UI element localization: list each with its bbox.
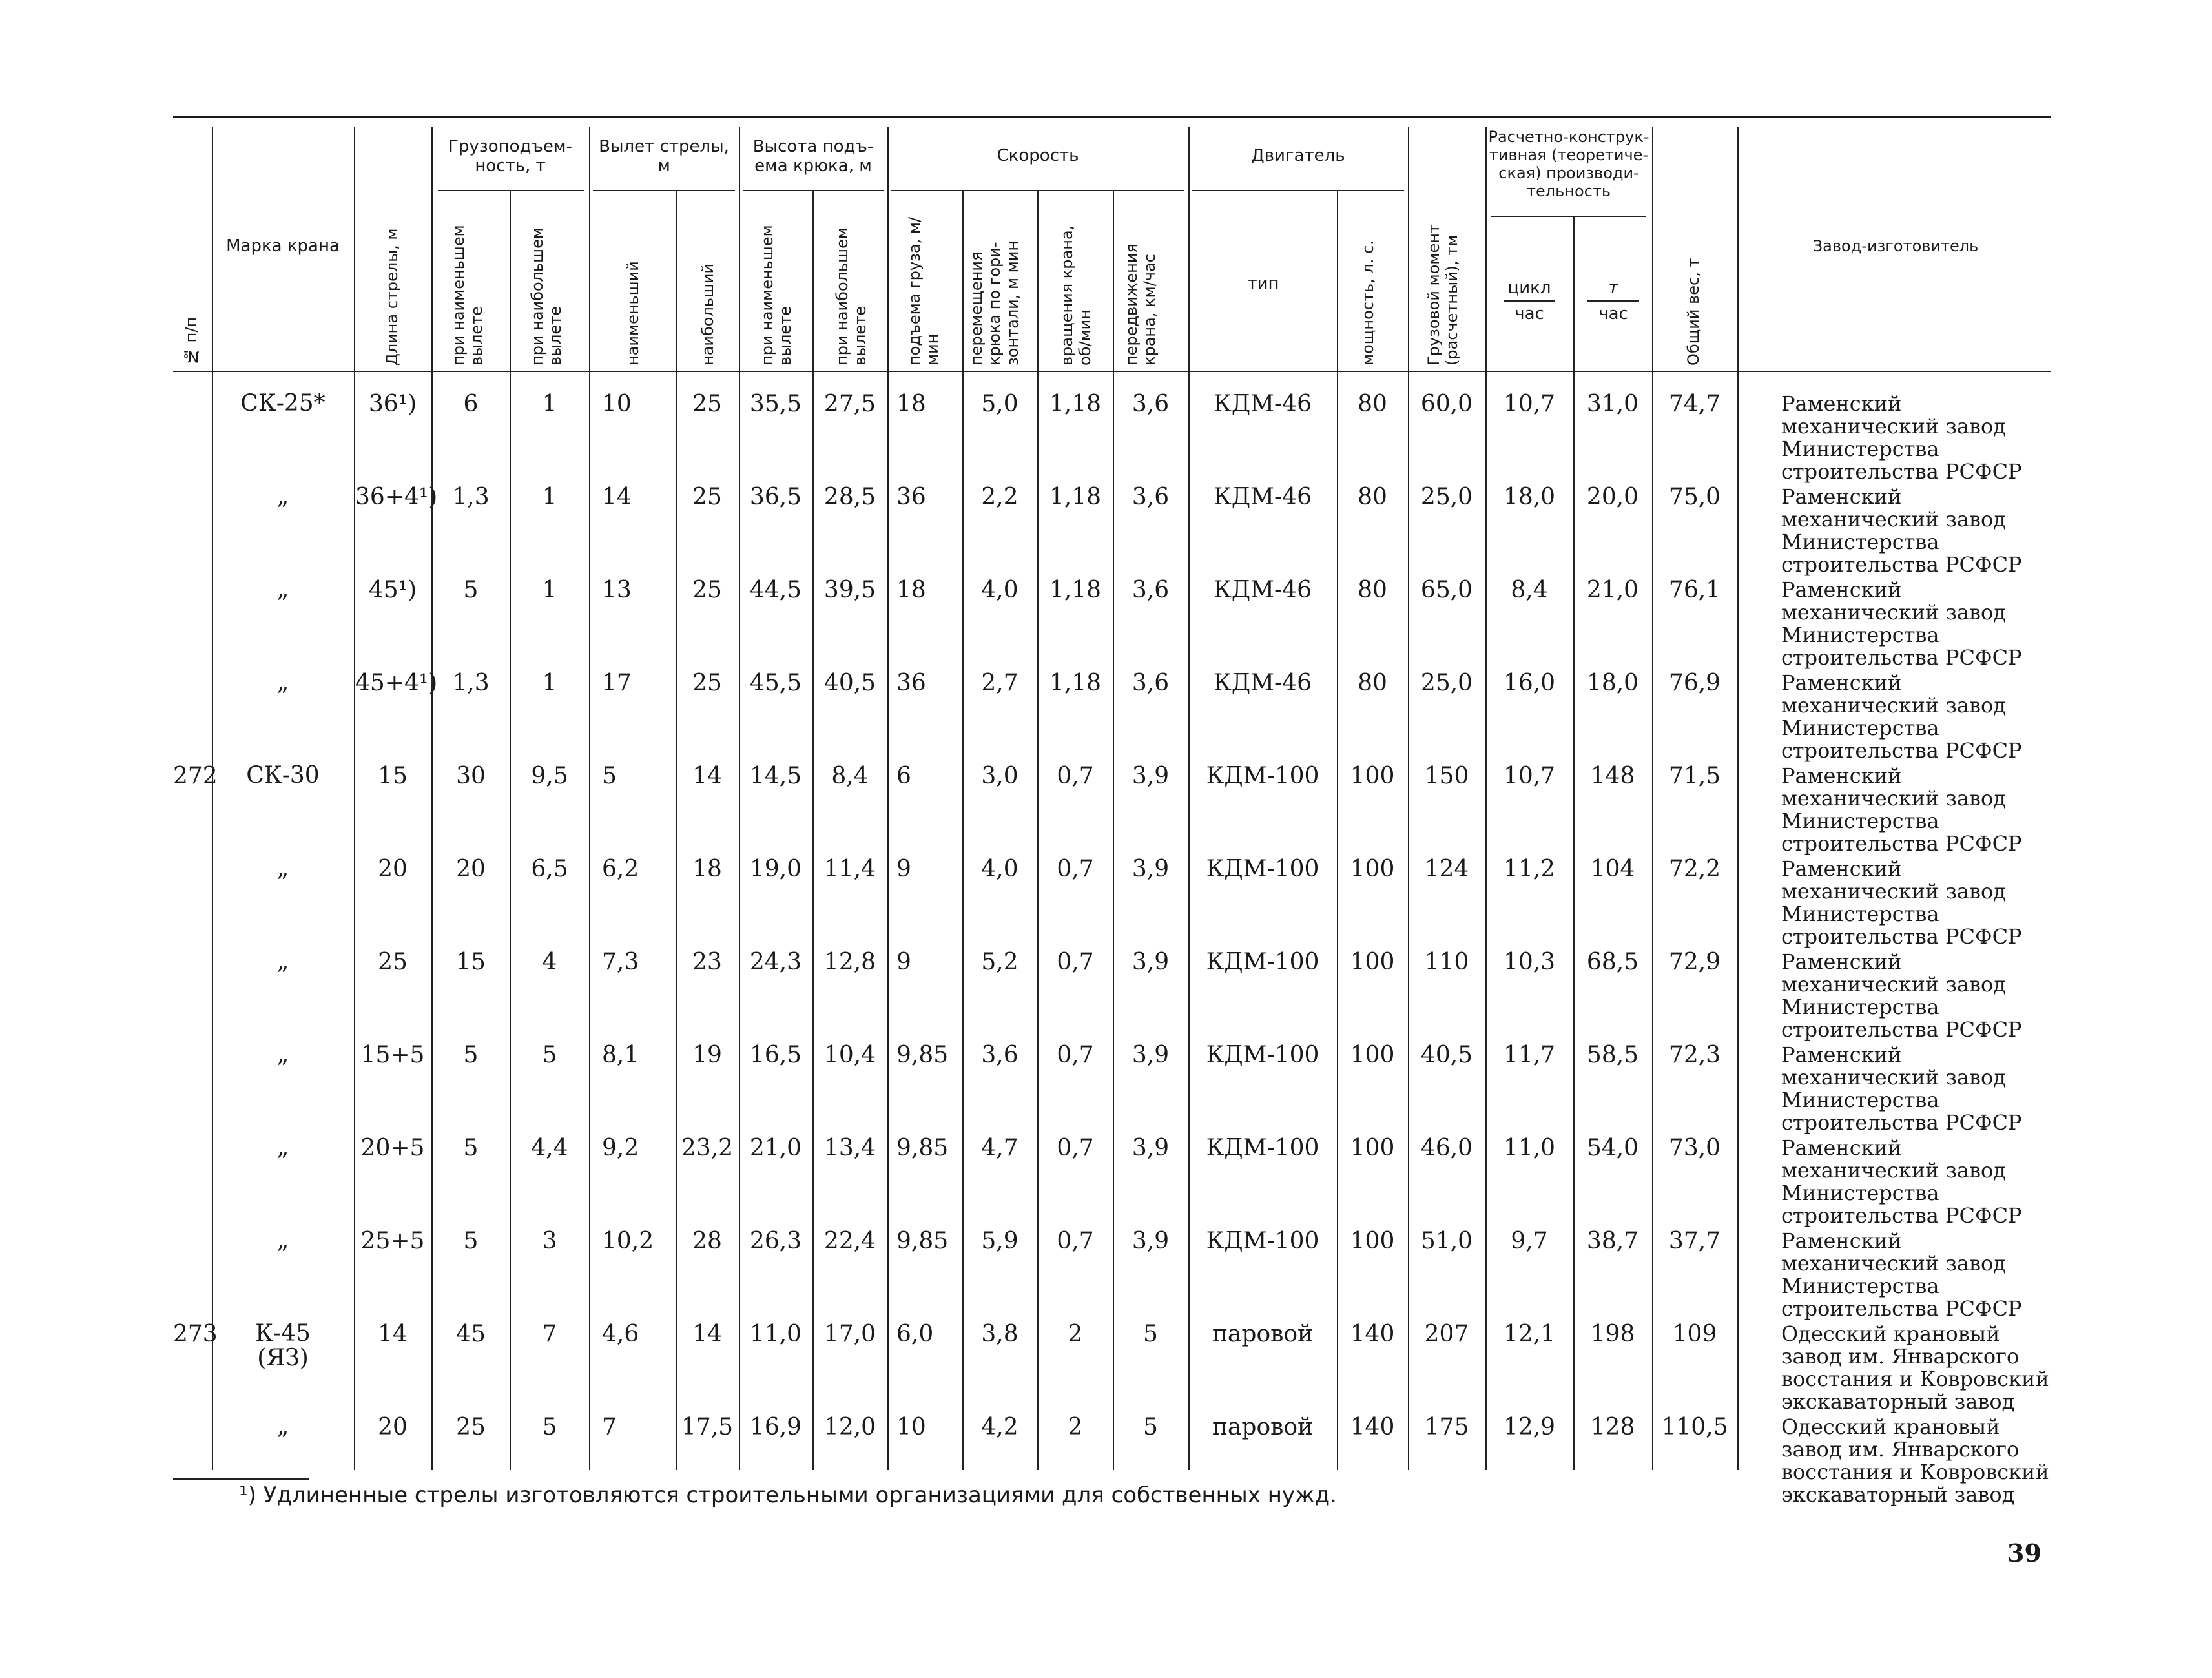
cell-epow: 100 bbox=[1350, 1135, 1395, 1161]
cell-etype: КДМ-46 bbox=[1214, 670, 1312, 696]
cell-epow: 140 bbox=[1350, 1321, 1395, 1347]
cell-cyc: 11,2 bbox=[1503, 856, 1556, 882]
cell-shor: 3,8 bbox=[981, 1321, 1018, 1347]
cell-etype: КДМ-100 bbox=[1206, 1042, 1319, 1068]
cell-brand: „ bbox=[276, 1134, 289, 1161]
cell-rmin: 5 bbox=[602, 763, 617, 789]
cell-etype: КДМ-100 bbox=[1206, 1135, 1319, 1161]
cell-num: 272 bbox=[173, 763, 218, 789]
cell-weight: 109 bbox=[1672, 1321, 1717, 1347]
cell-rmin: 9,2 bbox=[602, 1135, 639, 1161]
cell-rmax: 25 bbox=[692, 577, 722, 603]
cell-etype: паровой bbox=[1212, 1414, 1314, 1440]
cell-manufacturer: Раменский механический завод Министерства строительства РСФСР bbox=[1781, 763, 2022, 856]
cell-cyc: 12,9 bbox=[1503, 1414, 1556, 1440]
cell-rmin: 14 bbox=[602, 484, 632, 510]
cell-boom: 36+4¹) bbox=[355, 484, 438, 510]
cell-srot: 1,18 bbox=[1049, 484, 1102, 510]
header-hook-max: при наибольшем вылете bbox=[833, 227, 869, 366]
cell-rmin: 10,2 bbox=[602, 1228, 654, 1254]
cell-cmin: 30 bbox=[456, 763, 486, 789]
cell-brand: „ bbox=[276, 576, 289, 603]
cell-hmin: 21,0 bbox=[749, 1135, 802, 1161]
cell-strv: 3,9 bbox=[1132, 949, 1170, 975]
cell-manufacturer: Одесский крановый завод им. Январского восстания и Ковровский экскаваторный завод bbox=[1781, 1321, 2049, 1414]
cell-boom: 14 bbox=[378, 1321, 408, 1347]
cell-cmax: 1 bbox=[542, 391, 557, 417]
cell-boom: 15+5 bbox=[360, 1042, 425, 1068]
header-speed-lift: подъема груза, м/мин bbox=[905, 216, 942, 366]
cell-manufacturer: Раменский механический завод Министерства строительства РСФСР bbox=[1781, 484, 2022, 577]
cell-shor: 2,7 bbox=[981, 670, 1018, 696]
header-boom-length: Длина стрелы, м bbox=[383, 228, 401, 366]
cell-strv: 3,9 bbox=[1132, 1228, 1170, 1254]
cell-manufacturer: Раменский механический завод Министерства строительства РСФСР bbox=[1781, 1228, 2022, 1321]
cell-slift: 9,85 bbox=[896, 1228, 949, 1254]
cell-cmax: 9,5 bbox=[531, 763, 568, 789]
col-line bbox=[1737, 127, 1739, 1470]
cell-hmin: 26,3 bbox=[749, 1228, 802, 1254]
cell-strv: 3,6 bbox=[1132, 670, 1170, 696]
cell-slift: 36 bbox=[896, 670, 926, 696]
cell-rmin: 8,1 bbox=[602, 1042, 639, 1068]
cell-moment: 60,0 bbox=[1420, 391, 1473, 417]
cell-moment: 46,0 bbox=[1420, 1135, 1473, 1161]
cell-cmin: 1,3 bbox=[452, 670, 490, 696]
cell-cyc: 11,0 bbox=[1503, 1135, 1556, 1161]
cell-strv: 3,9 bbox=[1132, 763, 1170, 789]
col-line bbox=[1113, 191, 1114, 1470]
cell-tph: 38,7 bbox=[1586, 1228, 1639, 1254]
cell-etype: КДМ-100 bbox=[1206, 856, 1319, 882]
cell-manufacturer: Раменский механический завод Министерства строительства РСФСР bbox=[1781, 391, 2022, 484]
cell-cyc: 12,1 bbox=[1503, 1321, 1556, 1347]
header-tons-den: час bbox=[1598, 304, 1628, 324]
col-line bbox=[887, 127, 889, 1470]
cell-cyc: 10,7 bbox=[1503, 391, 1556, 417]
cell-shor: 5,2 bbox=[981, 949, 1018, 975]
cell-shor: 5,9 bbox=[981, 1228, 1018, 1254]
cell-brand: „ bbox=[276, 1413, 289, 1440]
header-engine: Двигатель bbox=[1251, 146, 1345, 165]
cell-etype: КДМ-46 bbox=[1214, 484, 1312, 510]
cell-hmin: 16,9 bbox=[749, 1414, 802, 1440]
cell-tph: 58,5 bbox=[1586, 1042, 1639, 1068]
col-line bbox=[212, 127, 213, 1470]
cell-strv: 3,9 bbox=[1132, 1135, 1170, 1161]
header-tons-per-hour bbox=[1587, 278, 1639, 324]
cell-shor: 3,0 bbox=[981, 763, 1018, 789]
header-manufacturer: Завод-изготовитель bbox=[1812, 237, 1979, 255]
cell-slift: 36 bbox=[896, 484, 926, 510]
cell-epow: 100 bbox=[1350, 949, 1395, 975]
cell-slift: 18 bbox=[896, 577, 926, 603]
cell-etype: КДМ-100 bbox=[1206, 949, 1319, 975]
cell-rmax: 25 bbox=[692, 391, 722, 417]
cell-cmax: 5 bbox=[542, 1042, 557, 1068]
col-line bbox=[962, 191, 964, 1470]
cell-shor: 4,0 bbox=[981, 856, 1018, 882]
cell-brand: „ bbox=[276, 1227, 289, 1254]
cell-cmin: 1,3 bbox=[452, 484, 490, 510]
col-line bbox=[431, 127, 433, 1470]
cell-cyc: 10,7 bbox=[1503, 763, 1556, 789]
cell-moment: 51,0 bbox=[1420, 1228, 1473, 1254]
cell-brand: К-45 (ЯЗ) bbox=[255, 1320, 311, 1371]
cell-tph: 20,0 bbox=[1586, 484, 1639, 510]
cell-hmax: 8,4 bbox=[831, 763, 869, 789]
header-brand: Марка крана bbox=[226, 236, 340, 256]
cell-moment: 124 bbox=[1424, 856, 1469, 882]
col-line bbox=[676, 191, 677, 1470]
cell-hmin: 14,5 bbox=[749, 763, 802, 789]
header-speed: Скорость bbox=[997, 146, 1079, 165]
header-capacity-min: при наименьшем вылете bbox=[450, 225, 486, 366]
cell-weight: 37,7 bbox=[1668, 1228, 1721, 1254]
cell-boom: 25 bbox=[378, 949, 408, 975]
cell-hmax: 40,5 bbox=[823, 670, 876, 696]
col-line bbox=[1652, 127, 1653, 1470]
col-line bbox=[1188, 127, 1190, 1470]
cell-brand: „ bbox=[276, 948, 289, 975]
cell-epow: 100 bbox=[1350, 1042, 1395, 1068]
cell-cmin: 45 bbox=[456, 1321, 486, 1347]
cell-cmin: 15 bbox=[456, 949, 486, 975]
cell-slift: 6,0 bbox=[896, 1321, 934, 1347]
cell-cmax: 7 bbox=[542, 1321, 557, 1347]
header-total-weight: Общий вес, т bbox=[1684, 258, 1702, 366]
cell-tph: 148 bbox=[1590, 763, 1635, 789]
header-subline bbox=[891, 190, 1184, 191]
cell-hmin: 24,3 bbox=[749, 949, 802, 975]
cell-srot: 0,7 bbox=[1057, 1228, 1094, 1254]
cell-manufacturer: Раменский механический завод Министерства строительства РСФСР bbox=[1781, 949, 2022, 1042]
cell-rmin: 4,6 bbox=[602, 1321, 639, 1347]
cell-boom: 20+5 bbox=[360, 1135, 425, 1161]
cell-moment: 207 bbox=[1424, 1321, 1469, 1347]
cell-moment: 25,0 bbox=[1420, 670, 1473, 696]
cell-cmax: 1 bbox=[542, 577, 557, 603]
cell-tph: 128 bbox=[1590, 1414, 1635, 1440]
cell-rmin: 6,2 bbox=[602, 856, 639, 882]
cell-tph: 198 bbox=[1590, 1321, 1635, 1347]
header-subline bbox=[593, 190, 735, 191]
header-engine-power: мощность, л. с. bbox=[1359, 240, 1377, 366]
cell-epow: 140 bbox=[1350, 1414, 1395, 1440]
table-top-rule bbox=[173, 116, 2051, 118]
cell-srot: 0,7 bbox=[1057, 1135, 1094, 1161]
cell-shor: 5,0 bbox=[981, 391, 1018, 417]
cell-weight: 73,0 bbox=[1668, 1135, 1721, 1161]
cell-manufacturer: Раменский механический завод Министерства строительства РСФСР bbox=[1781, 856, 2022, 949]
col-line bbox=[354, 127, 355, 1470]
cell-brand: „ bbox=[276, 855, 289, 882]
cell-boom: 25+5 bbox=[360, 1228, 425, 1254]
cell-moment: 65,0 bbox=[1420, 577, 1473, 603]
cell-rmin: 10 bbox=[602, 391, 632, 417]
cell-moment: 175 bbox=[1424, 1414, 1469, 1440]
cell-brand: „ bbox=[276, 669, 289, 696]
cell-etype: КДМ-46 bbox=[1214, 391, 1312, 417]
cell-etype: КДМ-46 bbox=[1214, 577, 1312, 603]
cell-strv: 3,6 bbox=[1132, 484, 1170, 510]
header-speed-travel: передвижения крана, км/час bbox=[1122, 243, 1159, 366]
header-subline bbox=[1491, 216, 1646, 217]
header-reach-min: наименьший bbox=[624, 261, 642, 366]
cell-cmin: 20 bbox=[456, 856, 486, 882]
col-line bbox=[812, 191, 814, 1470]
cell-hmin: 11,0 bbox=[749, 1321, 802, 1347]
header-productivity: Расчетно-конструк-тивная (теоретиче-ская) производи-тельность bbox=[1488, 128, 1649, 200]
cell-rmax: 25 bbox=[692, 484, 722, 510]
cell-hmax: 39,5 bbox=[823, 577, 876, 603]
cell-etype: паровой bbox=[1212, 1321, 1314, 1347]
cell-moment: 40,5 bbox=[1420, 1042, 1473, 1068]
cell-hmax: 27,5 bbox=[823, 391, 876, 417]
cell-moment: 110 bbox=[1424, 949, 1469, 975]
cell-epow: 100 bbox=[1350, 763, 1395, 789]
header-number: № п/п bbox=[182, 316, 200, 366]
cell-boom: 36¹) bbox=[368, 391, 417, 417]
cell-cmax: 5 bbox=[542, 1414, 557, 1440]
cell-rmax: 19 bbox=[692, 1042, 722, 1068]
cell-epow: 100 bbox=[1350, 856, 1395, 882]
cell-cmax: 1 bbox=[542, 484, 557, 510]
cell-hmin: 36,5 bbox=[749, 484, 802, 510]
cell-weight: 72,9 bbox=[1668, 949, 1721, 975]
header-hook-height: Высота подъ-ема крюка, м bbox=[752, 137, 874, 176]
cell-rmax: 25 bbox=[692, 670, 722, 696]
cell-manufacturer: Раменский механический завод Министерства строительства РСФСР bbox=[1781, 577, 2022, 670]
cell-cmax: 1 bbox=[542, 670, 557, 696]
cell-srot: 1,18 bbox=[1049, 670, 1102, 696]
cell-srot: 1,18 bbox=[1049, 577, 1102, 603]
cell-shor: 4,0 bbox=[981, 577, 1018, 603]
cell-cyc: 16,0 bbox=[1503, 670, 1556, 696]
cell-epow: 80 bbox=[1358, 391, 1387, 417]
cell-cmin: 5 bbox=[463, 1042, 479, 1068]
cell-rmax: 14 bbox=[692, 1321, 722, 1347]
cell-shor: 3,6 bbox=[981, 1042, 1018, 1068]
cell-num: 273 bbox=[173, 1321, 218, 1347]
cell-strv: 5 bbox=[1143, 1321, 1158, 1347]
cell-tph: 104 bbox=[1590, 856, 1635, 882]
cell-manufacturer: Одесский крановый завод им. Январского восстания и Ковровский экскаваторный завод bbox=[1781, 1414, 2049, 1507]
cell-rmax: 17,5 bbox=[681, 1414, 734, 1440]
cell-brand: СК-30 bbox=[246, 762, 320, 789]
cell-cmax: 3 bbox=[542, 1228, 557, 1254]
cell-tph: 54,0 bbox=[1586, 1135, 1639, 1161]
header-cycles-per-hour bbox=[1504, 278, 1555, 324]
col-line bbox=[1408, 127, 1409, 1470]
cell-shor: 2,2 bbox=[981, 484, 1018, 510]
cell-weight: 110,5 bbox=[1661, 1414, 1728, 1440]
cell-cmin: 25 bbox=[456, 1414, 486, 1440]
cell-brand: „ bbox=[276, 1041, 289, 1068]
header-subline bbox=[438, 190, 584, 191]
cell-rmin: 7,3 bbox=[602, 949, 639, 975]
cell-cyc: 9,7 bbox=[1511, 1228, 1548, 1254]
cell-slift: 9,85 bbox=[896, 1135, 949, 1161]
footnote-rule bbox=[173, 1478, 309, 1480]
col-line bbox=[1037, 191, 1039, 1470]
cell-srot: 0,7 bbox=[1057, 856, 1094, 882]
cell-hmax: 17,0 bbox=[823, 1321, 876, 1347]
cell-rmin: 17 bbox=[602, 670, 632, 696]
cell-strv: 3,6 bbox=[1132, 577, 1170, 603]
col-line bbox=[510, 191, 511, 1470]
cell-cyc: 8,4 bbox=[1511, 577, 1548, 603]
cell-slift: 9,85 bbox=[896, 1042, 949, 1068]
header-cycles-num: цикл bbox=[1504, 278, 1555, 302]
cell-rmin: 13 bbox=[602, 577, 632, 603]
cell-shor: 4,7 bbox=[981, 1135, 1018, 1161]
cell-manufacturer: Раменский механический завод Министерства строительства РСФСР bbox=[1781, 670, 2022, 763]
cell-cmin: 6 bbox=[463, 391, 479, 417]
cell-boom: 45¹) bbox=[368, 577, 417, 603]
cell-rmax: 23,2 bbox=[681, 1135, 734, 1161]
cell-rmax: 23 bbox=[692, 949, 722, 975]
cell-manufacturer: Раменский механический завод Министерства строительства РСФСР bbox=[1781, 1042, 2022, 1135]
cell-strv: 5 bbox=[1143, 1414, 1158, 1440]
cell-weight: 71,5 bbox=[1668, 763, 1721, 789]
cell-moment: 25,0 bbox=[1420, 484, 1473, 510]
page-number: 39 bbox=[2007, 1538, 2041, 1568]
cell-etype: КДМ-100 bbox=[1206, 763, 1319, 789]
col-line bbox=[739, 127, 740, 1470]
col-line bbox=[589, 127, 590, 1470]
cell-epow: 100 bbox=[1350, 1228, 1395, 1254]
cell-slift: 9 bbox=[896, 856, 911, 882]
cell-boom: 20 bbox=[378, 856, 408, 882]
header-reach: Вылет стрелы, м bbox=[599, 137, 729, 176]
header-speed-rotation: вращения крана, об/мин bbox=[1058, 225, 1094, 366]
cell-cmax: 4,4 bbox=[531, 1135, 568, 1161]
cell-brand: „ bbox=[276, 483, 289, 510]
cell-slift: 10 bbox=[896, 1414, 926, 1440]
header-capacity: Грузоподъем-ность, т bbox=[448, 137, 572, 176]
cell-rmax: 18 bbox=[692, 856, 722, 882]
cell-tph: 21,0 bbox=[1586, 577, 1639, 603]
cell-epow: 80 bbox=[1358, 484, 1387, 510]
cell-hmin: 45,5 bbox=[749, 670, 802, 696]
footnote: ¹) Удлиненные стрелы изготовляются строительными организациями для собственных нужд. bbox=[239, 1482, 1337, 1508]
cell-slift: 6 bbox=[896, 763, 911, 789]
cell-hmax: 22,4 bbox=[823, 1228, 876, 1254]
cell-tph: 68,5 bbox=[1586, 949, 1639, 975]
header-hook-min: при наименьшем вылете bbox=[758, 225, 794, 366]
cell-cyc: 10,3 bbox=[1503, 949, 1556, 975]
header-speed-horizontal: перемещения крюка по гори-зонтали, м мин bbox=[967, 240, 1022, 366]
cell-hmax: 12,0 bbox=[823, 1414, 876, 1440]
cell-strv: 3,6 bbox=[1132, 391, 1170, 417]
cell-srot: 2 bbox=[1068, 1414, 1083, 1440]
header-bottom-rule bbox=[173, 371, 2051, 372]
cell-srot: 0,7 bbox=[1057, 949, 1094, 975]
cell-hmin: 44,5 bbox=[749, 577, 802, 603]
cell-shor: 4,2 bbox=[981, 1414, 1018, 1440]
cell-hmin: 19,0 bbox=[749, 856, 802, 882]
cell-tph: 18,0 bbox=[1586, 670, 1639, 696]
cell-rmin: 7 bbox=[602, 1414, 617, 1440]
cell-weight: 75,0 bbox=[1668, 484, 1721, 510]
cell-cyc: 11,7 bbox=[1503, 1042, 1556, 1068]
cell-cmin: 5 bbox=[463, 577, 479, 603]
cell-weight: 74,7 bbox=[1668, 391, 1721, 417]
cell-weight: 72,2 bbox=[1668, 856, 1721, 882]
cell-rmax: 28 bbox=[692, 1228, 722, 1254]
cell-epow: 80 bbox=[1358, 577, 1387, 603]
cell-srot: 0,7 bbox=[1057, 1042, 1094, 1068]
cell-hmax: 12,8 bbox=[823, 949, 876, 975]
header-subline bbox=[743, 190, 884, 191]
cell-srot: 0,7 bbox=[1057, 763, 1094, 789]
cell-cmin: 5 bbox=[463, 1135, 479, 1161]
header-capacity-max: при наибольшем вылете bbox=[528, 227, 564, 366]
cell-weight: 76,1 bbox=[1668, 577, 1721, 603]
cell-boom: 45+4¹) bbox=[355, 670, 438, 696]
cell-hmin: 35,5 bbox=[749, 391, 802, 417]
cell-tph: 31,0 bbox=[1586, 391, 1639, 417]
cell-hmax: 10,4 bbox=[823, 1042, 876, 1068]
cell-slift: 18 bbox=[896, 391, 926, 417]
cell-hmax: 28,5 bbox=[823, 484, 876, 510]
header-reach-max: наибольший bbox=[699, 263, 717, 366]
cell-cyc: 18,0 bbox=[1503, 484, 1556, 510]
cell-rmax: 14 bbox=[692, 763, 722, 789]
cell-hmin: 16,5 bbox=[749, 1042, 802, 1068]
cell-moment: 150 bbox=[1424, 763, 1469, 789]
cell-strv: 3,9 bbox=[1132, 1042, 1170, 1068]
cell-brand: СК-25* bbox=[240, 390, 326, 417]
cell-hmax: 11,4 bbox=[823, 856, 876, 882]
cell-cmax: 4 bbox=[542, 949, 557, 975]
cell-manufacturer: Раменский механический завод Министерства строительства РСФСР bbox=[1781, 1135, 2022, 1228]
header-cycles-den: час bbox=[1514, 304, 1544, 324]
cell-boom: 15 bbox=[378, 763, 408, 789]
cell-slift: 9 bbox=[896, 949, 911, 975]
cell-etype: КДМ-100 bbox=[1206, 1228, 1319, 1254]
cell-cmin: 5 bbox=[463, 1228, 479, 1254]
col-line bbox=[1337, 191, 1338, 1470]
cell-strv: 3,9 bbox=[1132, 856, 1170, 882]
header-subline bbox=[1192, 190, 1404, 191]
cell-epow: 80 bbox=[1358, 670, 1387, 696]
cell-srot: 2 bbox=[1068, 1321, 1083, 1347]
cell-srot: 1,18 bbox=[1049, 391, 1102, 417]
cell-cmax: 6,5 bbox=[531, 856, 568, 882]
header-tons-num: т bbox=[1587, 278, 1639, 302]
cell-boom: 20 bbox=[378, 1414, 408, 1440]
header-engine-type: тип bbox=[1247, 274, 1279, 293]
cell-hmax: 13,4 bbox=[823, 1135, 876, 1161]
cell-weight: 72,3 bbox=[1668, 1042, 1721, 1068]
col-line bbox=[1485, 127, 1487, 1470]
cell-weight: 76,9 bbox=[1668, 670, 1721, 696]
header-load-moment: Грузовой момент (расчетный), тм bbox=[1425, 224, 1461, 366]
